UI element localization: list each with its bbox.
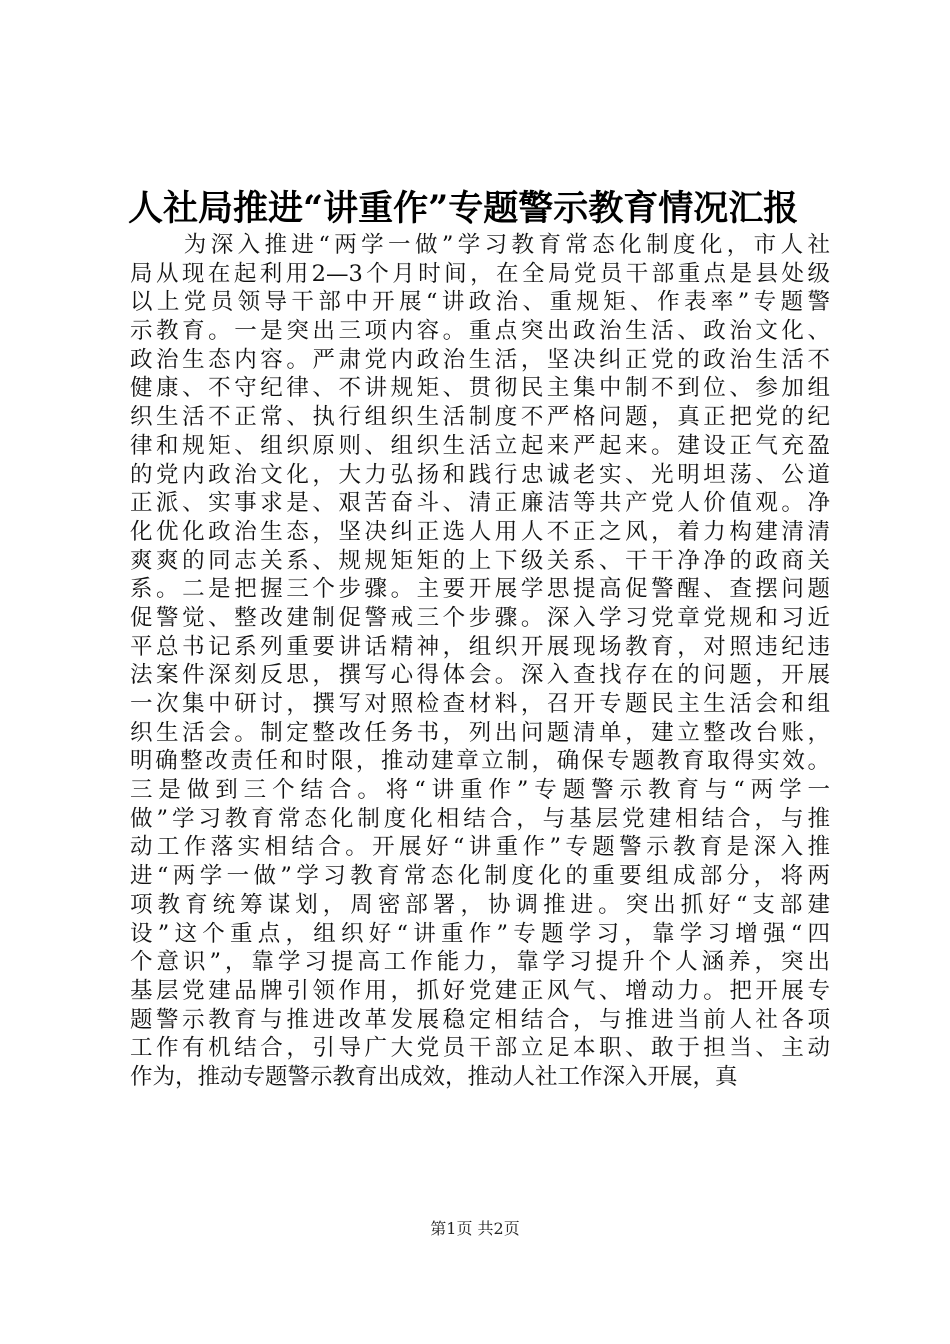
paragraph-line: 以上党员领导干部中开展“讲政治、重规矩、作表率”专题警 xyxy=(130,289,830,316)
paragraph-line: 局从现在起利用2—3个月时间，在全局党员干部重点是县处级 xyxy=(130,260,830,287)
paragraph-line: 个意识”，靠学习提高工作能力，靠学习提升个人涵养，突出 xyxy=(130,949,830,976)
paragraph-line: 健康、不守纪律、不讲规矩、贯彻民主集中制不到位、参加组 xyxy=(130,375,830,402)
paragraph-line: 作为，推动专题警示教育出成效，推动人社工作深入开展，真 xyxy=(130,1063,738,1090)
paragraph-line: 正派、实事求是、艰苦奋斗、清正廉洁等共产党人价值观。净 xyxy=(130,490,830,517)
paragraph-line: 爽爽的同志关系、规规矩矩的上下级关系、干干净净的政商关 xyxy=(130,547,830,574)
paragraph-line: 做”学习教育常态化制度化相结合，与基层党建相结合，与推 xyxy=(130,805,830,832)
paragraph-line: 题警示教育与推进改革发展稳定相结合，与推进当前人社各项 xyxy=(130,1006,830,1033)
paragraph-line: 为深入推进“两学一做”学习教育常态化制度化，市人社 xyxy=(130,232,830,258)
paragraph-line: 织生活会。制定整改任务书，列出问题清单，建立整改台账， xyxy=(130,719,830,746)
paragraph-line: 法案件深刻反思，撰写心得体会。深入查找存在的问题，开展 xyxy=(130,662,830,689)
paragraph-line: 示教育。一是突出三项内容。重点突出政治生活、政治文化、 xyxy=(130,318,830,345)
document-title: 人社局推进“讲重作”专题警示教育情况汇报 xyxy=(128,188,799,229)
paragraph-line: 工作有机结合，引导广大党员干部立足本职、敢于担当、主动 xyxy=(130,1035,830,1062)
paragraph-line: 动工作落实相结合。开展好“讲重作”专题警示教育是深入推 xyxy=(130,834,830,861)
paragraph-line: 政治生态内容。严肃党内政治生活，坚决纠正党的政治生活不 xyxy=(130,346,830,373)
paragraph-line: 一次集中研讨，撰写对照检查材料，召开专题民主生活会和组 xyxy=(130,691,830,717)
paragraph-line: 织生活不正常、执行组织生活制度不严格问题，真正把党的纪 xyxy=(130,404,830,431)
paragraph-line: 系。二是把握三个步骤。主要开展学思提高促警醒、查摆问题 xyxy=(130,576,830,603)
paragraph-line: 三是做到三个结合。将“讲重作”专题警示教育与“两学一 xyxy=(130,777,830,804)
paragraph-line: 设”这个重点，组织好“讲重作”专题学习，靠学习增强“四 xyxy=(130,920,830,947)
paragraph-line: 平总书记系列重要讲话精神，组织开展现场教育，对照违纪违 xyxy=(130,633,830,660)
paragraph-line: 项教育统筹谋划，周密部署，协调推进。突出抓好“支部建 xyxy=(130,891,830,918)
page-footer: 第1页 共2页 xyxy=(430,1219,520,1238)
paragraph-line: 基层党建品牌引领作用，抓好党建正风气、增动力。把开展专 xyxy=(130,977,830,1004)
paragraph-line: 促警觉、整改建制促警戒三个步骤。深入学习党章党规和习近 xyxy=(130,604,830,631)
paragraph-line: 化优化政治生态，坚决纠正选人用人不正之风，着力构建清清 xyxy=(130,518,830,545)
paragraph-line: 的党内政治文化，大力弘扬和践行忠诚老实、光明坦荡、公道 xyxy=(130,461,830,488)
document-body xyxy=(130,231,830,1092)
paragraph-line: 进“两学一做”学习教育常态化制度化的重要组成部分，将两 xyxy=(130,863,830,890)
paragraph-line: 律和规矩、组织原则、组织生活立起来严起来。建设正气充盈 xyxy=(130,432,830,459)
paragraph-line: 明确整改责任和时限，推动建章立制，确保专题教育取得实效。 xyxy=(130,748,830,775)
